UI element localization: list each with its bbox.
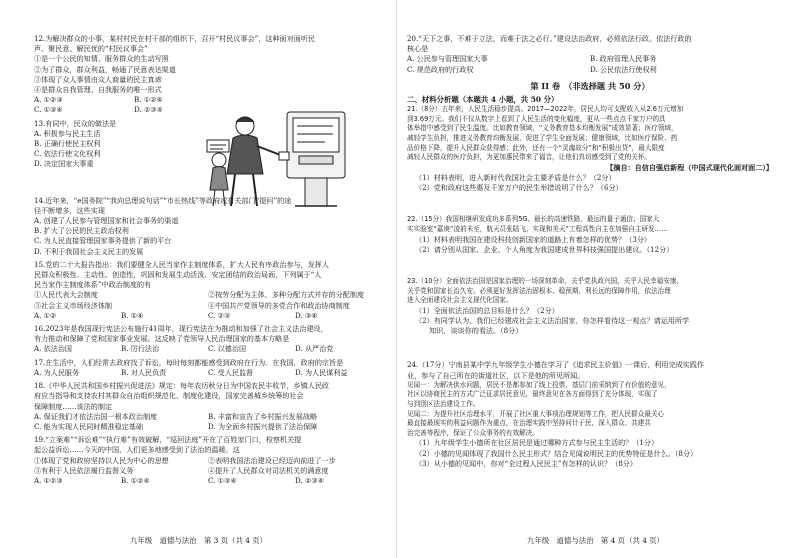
q12-stem-line-2: 声、聚民意、解民忧的“村民议事会” — [34, 44, 148, 54]
q12-item-3: ③体现了众人事情由众人商量的民主真谛 — [34, 74, 162, 84]
q15-item-1: ①人民代表大会制度 — [34, 290, 98, 300]
q20-option-d: D. 公民依法行使权利 — [590, 64, 657, 74]
q24-observation-1-line-3: 与到别区法治建设工作。 — [407, 399, 480, 408]
q15-stem-line-1: 15.党的二十大报告指出：我们要健全人民当家作主制度体系，扩大人民有序政治参与，发挥人 — [34, 259, 330, 269]
part-2-heading: 二、材料分析题（本题共 4 小题，共 50 分） — [407, 95, 559, 105]
q19-item-1: ①体现了党和政府坚持以人民为中心的思想 — [34, 455, 169, 465]
q12-option-c: C. ①③④ — [34, 105, 63, 115]
q12-item-4: ④是群众自我管理、自我服务的唯一形式 — [34, 85, 162, 95]
q19-stem-line-2: 起公益诉讼……今天的中国，人们更多地感受到了法治的温暖。这 — [34, 445, 240, 455]
q24-question-3: （3）从小德的见闻中，你对“全过程人民民主”有怎样的认识？（8分） — [415, 458, 637, 468]
q12-item-1: ①是一个公民的知情、服务群众的生动写照 — [34, 54, 169, 64]
q14-stem-line-2: 径不断增多，这些实现 — [34, 205, 105, 215]
q23-material-line-1: 23.（10分）全面依法治国是国家治理的一场深刻革命，关乎党执政兴国，关乎人民幸福安康， — [407, 276, 684, 285]
q22-question-2: （2）请分别从国家、企业、个人角度为我国建成世界科技强国提出建议。（12分） — [415, 244, 674, 254]
q15-item-4: ④中国共产党领导的多党合作和政治协商制度 — [208, 300, 350, 310]
q23-question-2: （2）有同学认为，我们已经建成社会主义法治国家，你怎样看待这一观点？请运用所学 — [415, 315, 690, 325]
q13-option-a: A. 积极参与民主生活 — [34, 128, 101, 138]
q19-option-c: C. ①③④ — [208, 475, 237, 485]
q15-stem-line-3: 民当家作主制度体系”中政治制度的有 — [34, 280, 152, 290]
exam-page-4 — [397, 0, 794, 558]
q14-option-b: B. 扩大了公民的民主政治权利 — [34, 226, 129, 236]
q21-question-1: （1）材料表明，进入新时代我国社会主要矛盾是什么？（2分） — [415, 172, 616, 182]
q20-stem-line-2: 核心是 — [407, 44, 429, 54]
q21-material-line-4: 减轻学生负担，推进义务教育均衡发展，促进了学生全面发展；健康领域，比如医疗保险、药 — [407, 134, 678, 142]
q13-option-c: C. 依法行使文化权利 — [34, 149, 101, 159]
q12-stem-line-1: 12.为解决群众的小事，某村村民在村干部的组织下，召开“村民议事会”，这种面对面听民 — [34, 34, 316, 43]
q21-question-2: （2）党和政府这些惠及千家万户的民生举措说明了什么？（6分） — [415, 183, 623, 193]
page-3-footer: 九年级 道德与法治 第 3 页（共 4 页） — [129, 536, 268, 545]
q15-option-a: A. ①② — [34, 310, 57, 320]
q15-option-d: D. ③④ — [295, 310, 318, 320]
q19-item-4: ④提升了人民群众对司法机关的满意度 — [208, 465, 329, 475]
q24-question-2: （2）小德的见闻体现了我国什么民主形式？结合见闻说明民主的优势特征是什么。（8分） — [415, 448, 698, 458]
q22-material-line-2: 实实验室“嘉庚”凌前未至，航天员张陆飞、实现和美天”工程高性自主在加强自主研发…… — [407, 224, 668, 233]
q18-option-c: C. 能为实现人民同时精准稳定基础 — [34, 421, 143, 431]
q23-question-1: （1）全面依法治国的总目标是什么？（2分） — [415, 305, 559, 315]
q21-material-line-3: 体举措中感受到了民生温度。比如教育领域，“义务教育基本均衡发展”成效显著；医疗领域， — [407, 124, 678, 133]
q13-option-b: B. 正确行使民主权利 — [34, 139, 101, 149]
q13-option-d: D. 决定国家大事重 — [34, 159, 94, 169]
q19-option-b: B. ①②④ — [121, 475, 150, 485]
q24-stem-line-2: 业，参与了自己所在的街道社区，以下是他的所见所闻。 — [407, 370, 585, 380]
q24-stem-line-1: 24.（17分）宁南县某中学九年级学生小德在学习了《追求民主价值》一课后，利用完成实践作 — [407, 360, 704, 370]
q22-material-line-1: 22.（15分）我国相继研发成功多系列5G、最长的高速铁路、最远的量子通信；国家大 — [407, 215, 660, 224]
q24-observation-1-line-2: 社区以协商民主的方式广泛征求居民意见，最终意见在各方面得到了充分体现，实现了 — [407, 390, 658, 399]
q21-material-line-2: 到3.69万元。我们不仅从数字上看到了人民生活的变化幅度，更从一些点点千家万户的具 — [407, 114, 666, 123]
q14-option-c: C. 为人民直接管理国家事务提供了新的平台 — [34, 236, 172, 246]
q15-item-3: ③社会主义市场经济体制 — [34, 300, 113, 310]
q18-stem-line-1: 18.《中华人民共和国乡村振兴促进法》规定：每年农历秋分日为中国农民丰收节，乡镇人民政 — [34, 381, 330, 391]
q16-stem-line-1: 16.2023年是我国现行宪法公布施行41周年，现行宪法在为推动和加强了社会主义法治建设， — [34, 324, 328, 334]
q19-option-a: A. ①②③ — [34, 475, 63, 485]
q21-material-line-5: 品价格下降，提升人民群众获得感；此外，还有一个“灵魂故分”和“积极出贷”，最大限度 — [407, 143, 665, 152]
q18-option-b: B. 丰富和宣告了乡村振兴发展战略 — [208, 411, 318, 421]
q18-stem-line-3: 保障制度……该法的制定 — [34, 401, 113, 411]
q24-observation-2-line-3: 治完善等程序，保证了公众事务的有效解决。 — [407, 428, 539, 437]
q24-observation-2-line-1: 见闻二：为提升社区治理水平，开展了社区重大事项治理规划等工作，把人民群众最关心 — [407, 409, 665, 418]
q12-option-a: A. ①②③ — [34, 95, 63, 105]
q23-question-2-cont: 知识，谈谈你的看法。（8分） — [415, 326, 523, 336]
q16-option-a: A. 依法治国 — [34, 344, 73, 354]
q18-option-d: D. 为全面乡村振兴提供了法治保障 — [208, 421, 318, 431]
q23-material-line-3: 进入全面建设社会主义现代化国家。 — [407, 296, 513, 305]
page-4-footer: 九年级 道德与法治 第 4 页（共 4 页） — [526, 536, 665, 545]
q15-stem-line-2: 民群众积极性、主动性、创造性，巩固和发展生动活泼、安定团结的政治局面，下列属于“人 — [34, 270, 322, 280]
q17-option-b: B. 对人民负责 — [121, 367, 167, 377]
q16-option-c: C. 以德治国 — [208, 344, 247, 354]
q15-option-b: B. ①④ — [121, 310, 144, 320]
q20-option-a: A. 公民参与管理国家大事 — [407, 54, 488, 64]
section-title: 第 II 卷 （非选择题 共 50 分） — [530, 80, 650, 91]
q17-option-a: A. 为人民服务 — [34, 367, 80, 377]
q17-stem: 17.在生活中，人们经常去政府找了诉讼，每时每刻都能感受到政府在行为。在我国，政府的宗旨是 — [34, 357, 344, 367]
q13-stem: 13.有同中，民众的做法是 — [34, 118, 117, 128]
q23-material-line-2: 关乎党和国家长治久安。必须更好发挥法治固根本、稳预期、利长远的保障作用，依法治理 — [407, 286, 671, 295]
q24-observation-2-line-2: 最直接最现实的利益问题作为重点，在治理实践中坚持问计于民，深入群众、共建共 — [407, 419, 651, 428]
q21-source-banner: 【摘自：自信自强启新程（中国式现代化面对面二）】 — [606, 162, 773, 172]
q22-question-1: （1）材料表明我国在建设科技创新国家的道路上有着怎样的优势？（3分） — [415, 234, 652, 244]
q19-item-3: ③有利于人民依法履行监督义务 — [34, 465, 134, 475]
q20-option-b: B. 政府管理人民事务 — [590, 54, 657, 64]
q19-option-d: D. ②③④ — [295, 475, 325, 485]
q14-option-d: D. 不利于我国社会主义民主的发展 — [34, 246, 144, 256]
q16-option-d: D. 从严治党 — [295, 344, 334, 354]
q13-cartoon-illustration — [205, 104, 353, 214]
q21-material-line-6: 减轻人民群众的医疗负担，为更加惠民带来了福音，让他们真切感受到了党的关怀。 — [407, 153, 651, 162]
q24-question-1: （1）九年级学生小德所在社区居民是通过哪种方式参与民主生活的？（1分） — [415, 438, 659, 448]
q15-item-2: ②按劳分配为主体，多种分配方式并存的分配制度 — [208, 290, 365, 300]
q16-stem-line-2: 有力推动和保障了党和国家事业发展。这反映了党领导人民治理国家的基本方略是 — [34, 334, 290, 344]
q17-option-d: D. 为人民谋利益 — [295, 367, 348, 377]
q14-option-a: A. 创建了人民参与管理国家和社会事务的渠道 — [34, 216, 179, 226]
q12-item-2: ②为了群众，群众利益，畅通了民意表达渠道 — [34, 64, 176, 74]
q18-option-a: A. 保证我们才依法治国一根本政治制度 — [34, 411, 158, 421]
q12-option-b: B. ①②④ — [134, 95, 163, 105]
q19-stem-line-1: 19.“立案难”“诉讼难”“执行难”有效破解，“巡回法庭”开在了百姓家门口，检察机关提 — [34, 435, 302, 445]
q14-stem-line-1: 14.近年来，“e国务院”“我向总理说句话”“市长热线”等政府或有关部门“提问”的途 — [34, 195, 292, 205]
q21-material-line-1: 21.（8分）五年来，人民生活稳步提高。2017—2022年，居民人均可支配收入从2.6万元增加 — [407, 105, 684, 114]
q16-option-b: B. 厉行法治 — [121, 344, 160, 354]
q19-item-2: ②表明我国法治建设已经迈向前进了一步 — [208, 455, 336, 465]
q20-option-c: C. 规范政府的行政权 — [407, 64, 474, 74]
q17-option-c: C. 受人民监督 — [208, 367, 254, 377]
q15-option-c: C. ②③ — [208, 310, 231, 320]
q18-stem-line-2: 府应当指导和支持农村其群众自治组织规范化、制度化建设，国家完善城乡统筹的社会 — [34, 391, 304, 401]
q20-stem-line-1: 20.“天下之事，不难于立法，而难于法之必行。”建设法治政府，必须依法行政。依法行政的 — [407, 34, 692, 43]
q12-option-d: D. ②③④ — [134, 105, 164, 115]
q24-observation-1-line-1: 见闻一：为解决供水问题，居民不是都参加了线上投票，基层门前采纳到了有价值的意见， — [407, 380, 671, 389]
